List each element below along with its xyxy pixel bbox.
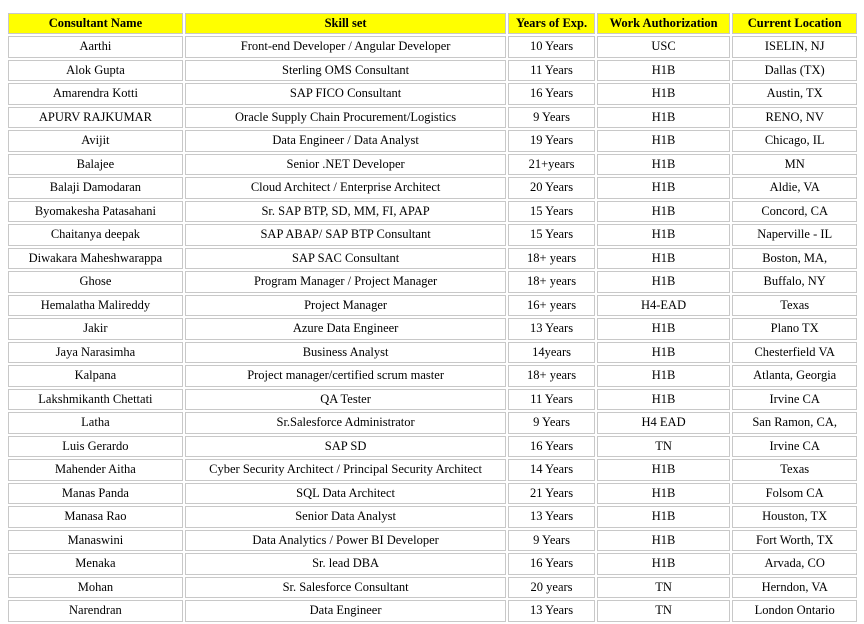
cell-years-of-exp: 18+ years: [508, 248, 594, 270]
cell-consultant-name: Jaya Narasimha: [8, 342, 183, 364]
header-consultant-name: Consultant Name: [8, 13, 183, 34]
cell-consultant-name: Alok Gupta: [8, 60, 183, 82]
cell-skill-set: Azure Data Engineer: [185, 318, 507, 340]
cell-consultant-name: Aarthi: [8, 36, 183, 58]
cell-years-of-exp: 14 Years: [508, 459, 594, 481]
cell-skill-set: Sr.Salesforce Administrator: [185, 412, 507, 434]
cell-current-location: Chicago, IL: [732, 130, 857, 152]
cell-skill-set: Data Analytics / Power BI Developer: [185, 530, 507, 552]
cell-years-of-exp: 13 Years: [508, 318, 594, 340]
cell-work-authorization: H1B: [597, 483, 731, 505]
table-row: [8, 436, 857, 458]
table-row: [8, 389, 857, 411]
header-current-location: Current Location: [732, 13, 857, 34]
table-row: [8, 224, 857, 246]
cell-skill-set: SAP ABAP/ SAP BTP Consultant: [185, 224, 507, 246]
cell-work-authorization: H1B: [597, 459, 731, 481]
cell-current-location: Irvine CA: [732, 389, 857, 411]
table-row: [8, 295, 857, 317]
cell-consultant-name: Menaka: [8, 553, 183, 575]
cell-consultant-name: Mohan: [8, 577, 183, 599]
cell-work-authorization: TN: [597, 600, 731, 622]
header-work-authorization: Work Authorization: [597, 13, 731, 34]
cell-consultant-name: Latha: [8, 412, 183, 434]
cell-years-of-exp: 18+ years: [508, 271, 594, 293]
cell-years-of-exp: 13 Years: [508, 600, 594, 622]
cell-skill-set: Data Engineer: [185, 600, 507, 622]
cell-current-location: Texas: [732, 295, 857, 317]
cell-skill-set: QA Tester: [185, 389, 507, 411]
table-row: [8, 201, 857, 223]
cell-years-of-exp: 11 Years: [508, 60, 594, 82]
cell-current-location: Chesterfield VA: [732, 342, 857, 364]
cell-consultant-name: Hemalatha Malireddy: [8, 295, 183, 317]
cell-current-location: Buffalo, NY: [732, 271, 857, 293]
cell-years-of-exp: 10 Years: [508, 36, 594, 58]
cell-skill-set: Oracle Supply Chain Procurement/Logistics: [185, 107, 507, 129]
cell-consultant-name: Byomakesha Patasahani: [8, 201, 183, 223]
cell-current-location: Dallas (TX): [732, 60, 857, 82]
cell-work-authorization: H4-EAD: [597, 295, 731, 317]
consultant-table: [6, 11, 859, 624]
cell-years-of-exp: 14years: [508, 342, 594, 364]
cell-years-of-exp: 9 Years: [508, 412, 594, 434]
cell-consultant-name: Ghose: [8, 271, 183, 293]
cell-years-of-exp: 20 Years: [508, 177, 594, 199]
cell-current-location: ISELIN, NJ: [732, 36, 857, 58]
cell-consultant-name: Luis Gerardo: [8, 436, 183, 458]
cell-work-authorization: H1B: [597, 318, 731, 340]
cell-consultant-name: Jakir: [8, 318, 183, 340]
cell-consultant-name: Mahender Aitha: [8, 459, 183, 481]
table-row: [8, 318, 857, 340]
table-row: [8, 365, 857, 387]
table-row: [8, 506, 857, 528]
cell-work-authorization: H1B: [597, 107, 731, 129]
table-row: [8, 483, 857, 505]
cell-years-of-exp: 13 Years: [508, 506, 594, 528]
header-years-of-exp: Years of Exp.: [508, 13, 594, 34]
cell-work-authorization: H1B: [597, 389, 731, 411]
table-row: [8, 577, 857, 599]
cell-years-of-exp: 9 Years: [508, 530, 594, 552]
cell-consultant-name: Kalpana: [8, 365, 183, 387]
table-row: [8, 342, 857, 364]
table-row: [8, 248, 857, 270]
cell-current-location: MN: [732, 154, 857, 176]
cell-years-of-exp: 21+years: [508, 154, 594, 176]
cell-skill-set: Project Manager: [185, 295, 507, 317]
cell-consultant-name: APURV RAJKUMAR: [8, 107, 183, 129]
cell-work-authorization: H4 EAD: [597, 412, 731, 434]
cell-years-of-exp: 20 years: [508, 577, 594, 599]
cell-consultant-name: Lakshmikanth Chettati: [8, 389, 183, 411]
table-row: [8, 459, 857, 481]
cell-work-authorization: H1B: [597, 224, 731, 246]
cell-work-authorization: H1B: [597, 177, 731, 199]
cell-current-location: Atlanta, Georgia: [732, 365, 857, 387]
table-body: [8, 36, 857, 622]
cell-work-authorization: H1B: [597, 83, 731, 105]
cell-work-authorization: H1B: [597, 271, 731, 293]
cell-consultant-name: Chaitanya deepak: [8, 224, 183, 246]
cell-skill-set: Sr. Salesforce Consultant: [185, 577, 507, 599]
cell-skill-set: Sr. lead DBA: [185, 553, 507, 575]
cell-years-of-exp: 16 Years: [508, 83, 594, 105]
cell-years-of-exp: 19 Years: [508, 130, 594, 152]
cell-years-of-exp: 15 Years: [508, 201, 594, 223]
cell-current-location: London Ontario: [732, 600, 857, 622]
table-row: [8, 130, 857, 152]
cell-skill-set: Cyber Security Architect / Principal Security Architect: [185, 459, 507, 481]
cell-work-authorization: USC: [597, 36, 731, 58]
header-row: [8, 13, 857, 34]
cell-current-location: RENO, NV: [732, 107, 857, 129]
cell-work-authorization: H1B: [597, 201, 731, 223]
cell-current-location: Naperville - IL: [732, 224, 857, 246]
cell-consultant-name: Avijit: [8, 130, 183, 152]
cell-skill-set: SQL Data Architect: [185, 483, 507, 505]
table-row: [8, 600, 857, 622]
cell-consultant-name: Balaji Damodaran: [8, 177, 183, 199]
cell-skill-set: Data Engineer / Data Analyst: [185, 130, 507, 152]
table-row: [8, 412, 857, 434]
cell-skill-set: Program Manager / Project Manager: [185, 271, 507, 293]
cell-current-location: Concord, CA: [732, 201, 857, 223]
cell-work-authorization: TN: [597, 436, 731, 458]
cell-work-authorization: H1B: [597, 530, 731, 552]
cell-consultant-name: Manas Panda: [8, 483, 183, 505]
cell-consultant-name: Narendran: [8, 600, 183, 622]
cell-years-of-exp: 18+ years: [508, 365, 594, 387]
cell-current-location: Houston, TX: [732, 506, 857, 528]
header-skill-set: Skill set: [185, 13, 507, 34]
cell-current-location: Arvada, CO: [732, 553, 857, 575]
cell-skill-set: Sterling OMS Consultant: [185, 60, 507, 82]
table-row: [8, 107, 857, 129]
cell-skill-set: Cloud Architect / Enterprise Architect: [185, 177, 507, 199]
cell-consultant-name: Amarendra Kotti: [8, 83, 183, 105]
cell-skill-set: SAP SD: [185, 436, 507, 458]
table-row: [8, 177, 857, 199]
cell-work-authorization: H1B: [597, 342, 731, 364]
cell-skill-set: Project manager/certified scrum master: [185, 365, 507, 387]
cell-years-of-exp: 15 Years: [508, 224, 594, 246]
cell-consultant-name: Manaswini: [8, 530, 183, 552]
cell-current-location: Fort Worth, TX: [732, 530, 857, 552]
cell-current-location: San Ramon, CA,: [732, 412, 857, 434]
table-row: [8, 83, 857, 105]
cell-skill-set: SAP FICO Consultant: [185, 83, 507, 105]
table-row: [8, 60, 857, 82]
cell-skill-set: Senior Data Analyst: [185, 506, 507, 528]
cell-work-authorization: H1B: [597, 154, 731, 176]
cell-skill-set: Senior .NET Developer: [185, 154, 507, 176]
cell-current-location: Aldie, VA: [732, 177, 857, 199]
cell-current-location: Plano TX: [732, 318, 857, 340]
cell-years-of-exp: 16+ years: [508, 295, 594, 317]
cell-years-of-exp: 16 Years: [508, 553, 594, 575]
cell-skill-set: Business Analyst: [185, 342, 507, 364]
table-row: [8, 530, 857, 552]
cell-skill-set: Sr. SAP BTP, SD, MM, FI, APAP: [185, 201, 507, 223]
table-row: [8, 553, 857, 575]
cell-work-authorization: H1B: [597, 248, 731, 270]
cell-consultant-name: Balajee: [8, 154, 183, 176]
cell-consultant-name: Manasa Rao: [8, 506, 183, 528]
cell-work-authorization: TN: [597, 577, 731, 599]
cell-consultant-name: Diwakara Maheshwarappa: [8, 248, 183, 270]
cell-years-of-exp: 21 Years: [508, 483, 594, 505]
cell-skill-set: SAP SAC Consultant: [185, 248, 507, 270]
cell-years-of-exp: 11 Years: [508, 389, 594, 411]
cell-current-location: Folsom CA: [732, 483, 857, 505]
cell-years-of-exp: 16 Years: [508, 436, 594, 458]
table-row: [8, 154, 857, 176]
cell-current-location: Texas: [732, 459, 857, 481]
cell-current-location: Irvine CA: [732, 436, 857, 458]
cell-years-of-exp: 9 Years: [508, 107, 594, 129]
cell-work-authorization: H1B: [597, 130, 731, 152]
cell-work-authorization: H1B: [597, 60, 731, 82]
cell-work-authorization: H1B: [597, 553, 731, 575]
cell-work-authorization: H1B: [597, 365, 731, 387]
cell-skill-set: Front-end Developer / Angular Developer: [185, 36, 507, 58]
cell-work-authorization: H1B: [597, 506, 731, 528]
table-row: [8, 271, 857, 293]
table-row: [8, 36, 857, 58]
cell-current-location: Herndon, VA: [732, 577, 857, 599]
cell-current-location: Austin, TX: [732, 83, 857, 105]
cell-current-location: Boston, MA,: [732, 248, 857, 270]
